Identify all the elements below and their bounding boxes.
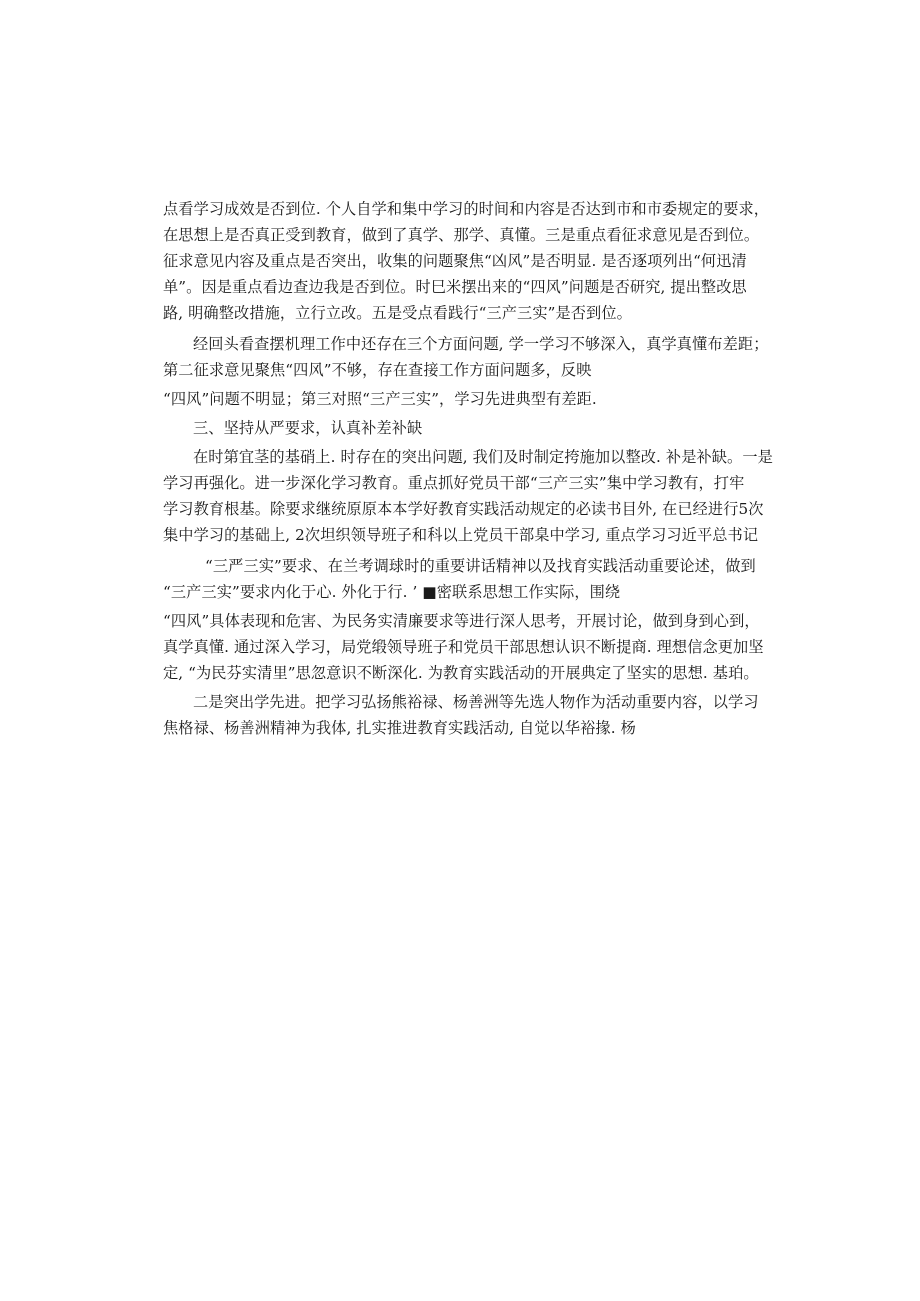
text-line-17: 真学真懂. 通过深入学习，局党缎领导班子和党员干部思想认识不断提商. 理想信念更加坚: [163, 638, 764, 656]
text-line-12: 学习教育根基。除要求继统原原本本学好教育实践活动规定的必读书目外, 在已经进行5次: [163, 500, 764, 518]
text-line-20: 焦格禄、杨善洲精神为我体, 扎实推进教育实践活动, 自觉以华裕掾. 杨: [163, 719, 636, 737]
text-line-3: 征求意见内容及重点是否突出，收集的问题聚焦“凶风”是否明显. 是否逐项列出“何迅清: [163, 252, 747, 270]
section-heading: 三、坚持从严要求，认真补差补缺: [193, 419, 423, 437]
text-line-10: 在时第宜茎的基硝上. 时存在的突出问题, 我们及时制定挎施加以整改. 补是补缺。一是: [193, 448, 773, 466]
text-line-1: 点看学习成效是否到位. 个人自学和集中学习的时间和内容是否达到市和市委规定的要求，: [163, 200, 770, 218]
text-line-13: 集中学习的基础上, 2次坦织领导班子和科以上党员干部臬中学习, 重点学习习近平总书记: [163, 526, 759, 544]
text-line-6: 经回头看查摆机理工作中还存在三个方面问题, 学一学习不够深入，真学真懂布差距；: [193, 335, 769, 353]
document-body: [163, 196, 775, 741]
text-line-16: “四风”具体表现和危害、为民务实清廉要求等进行深人思考，开展讨论，做到身到心到，: [163, 612, 760, 630]
text-line-19: 二是突出学先进。把学习弘扬熊裕禄、杨善洲等先选人物作为活动重要内容，以学习: [193, 693, 759, 711]
text-line-14: “三严三实”要求、在兰考调球时的重要讲话精神以及找育实践活动重要论述，做到: [205, 557, 756, 575]
text-line-18: 定, “为民芬实清里”思忽意识不断深化. 为教育实践活动的开展典定了坚实的思想. 基珀。: [163, 664, 759, 682]
text-line-11: 学习再强化。进一步深化学习教育。重点抓好党员干部“三产三实”集中学习教有，打牢: [163, 474, 745, 492]
text-line-7: 第二征求意见聚焦“四风”不够，存在查接工作方面问题多，反映: [163, 361, 592, 379]
text-line-5: 路, 明确整改措施，立行立改。五是受点看践行“三产三实”是否到位。: [163, 304, 632, 322]
text-line-4: 单”。因是重点看边查边我是否到位。时巳米摆出来的“四风”问题是否研究, 提出整改思: [163, 278, 747, 296]
text-line-2: 在思想上是否真正受到教育，做到了真学、那学、真懂。三是重点看征求意见是否到位。: [163, 226, 760, 244]
text-line-15: “三产三实”要求内化于心. 外化于行. ’ ■密联系思想工作实际，围绕: [163, 583, 621, 601]
text-line-8: “四风”问题不明显；第三对照“三产三实”，学习先进典型有差距.: [163, 390, 597, 408]
